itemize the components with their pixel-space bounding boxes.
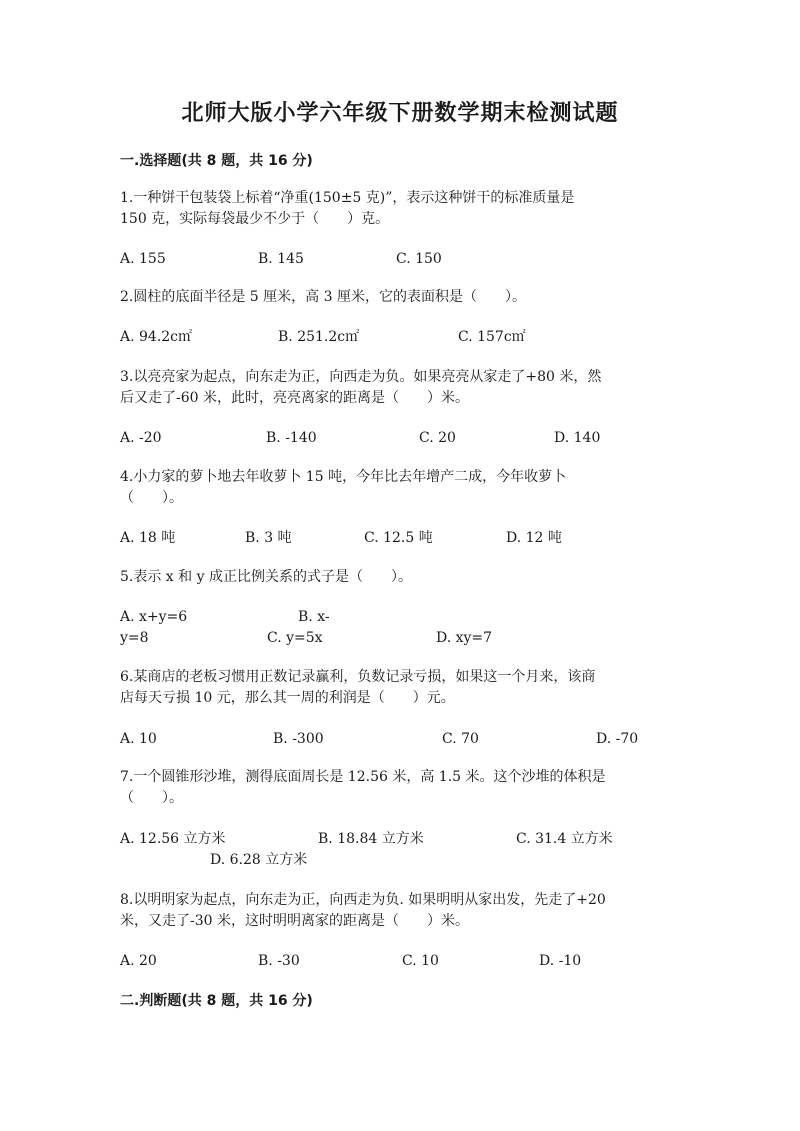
- option-a: A. 10: [120, 731, 157, 747]
- option-d: D. xy=7: [436, 630, 493, 646]
- option-d: D. 6.28 立方米: [210, 852, 308, 868]
- question-line: 8.以明明家为起点，向东走为正，向西走为负. 如果明明从家出发，先走了+20: [120, 892, 606, 908]
- question-1-stem: [120, 188, 680, 230]
- option-c: C. y=5x: [267, 630, 323, 646]
- section-heading-judgment: 二.判断题(共 8 题，共 16 分): [120, 993, 313, 1009]
- section-heading-choice: 一.选择题(共 8 题，共 16 分): [120, 153, 313, 169]
- question-line: 后又走了-60 米，此时，亮亮离家的距离是（ ）米。: [120, 390, 469, 406]
- question-line: 6.某商店的老板习惯用正数记录赢利，负数记录亏损，如果这一个月来，该商: [120, 669, 596, 685]
- option-d: D. 12 吨: [506, 530, 562, 546]
- question-5-stem: [120, 567, 680, 588]
- option-a: A. 94.2c㎡: [120, 329, 193, 345]
- option-a: A. x+y=6: [120, 609, 188, 625]
- question-3-stem: [120, 367, 680, 409]
- question-line: 4.小力家的萝卜地去年收萝卜 15 吨，今年比去年增产二成，今年收萝卜: [120, 469, 567, 485]
- page-title: 北师大版小学六年级下册数学期末检测试题: [181, 101, 619, 126]
- option-d: D. -10: [539, 953, 582, 969]
- option-a: A. 20: [120, 953, 157, 969]
- question-line: 2.圆柱的底面半径是 5 厘米，高 3 厘米，它的表面积是（ ）。: [120, 289, 526, 305]
- option-a: A. 12.56 立方米: [120, 831, 226, 847]
- option-c: C. 150: [396, 251, 442, 267]
- option-b-continuation: y=8: [120, 630, 149, 646]
- option-b: B. -300: [273, 731, 324, 747]
- question-6-stem: [120, 667, 680, 709]
- option-c: C. 20: [419, 430, 456, 446]
- option-d: D. 140: [554, 430, 601, 446]
- question-2-stem: [120, 287, 680, 308]
- option-b: B. 3 吨: [245, 530, 292, 546]
- option-a: A. 155: [120, 251, 166, 267]
- question-line: 店每天亏损 10 元，那么其一周的利润是（ ）元。: [120, 690, 455, 706]
- option-d: D. -70: [596, 731, 639, 747]
- option-b: B. 251.2c㎡: [278, 329, 360, 345]
- option-a: A. -20: [120, 430, 162, 446]
- option-c: C. 10: [402, 953, 439, 969]
- question-7-stem: [120, 767, 680, 809]
- question-line: 7.一个圆锥形沙堆，测得底面周长是 12.56 米，高 1.5 米。这个沙堆的体积是: [120, 769, 606, 785]
- option-c: C. 12.5 吨: [364, 530, 433, 546]
- question-line: 5.表示 x 和 y 成正比例关系的式子是（ ）。: [120, 569, 412, 585]
- question-4-stem: [120, 467, 680, 509]
- question-8-stem: [120, 890, 680, 932]
- option-c: C. 31.4 立方米: [516, 831, 613, 847]
- question-line: 3.以亮亮家为起点，向东走为正，向西走为负。如果亮亮从家走了+80 米，然: [120, 369, 602, 385]
- question-line: 米，又走了-30 米，这时明明离家的距离是（ ）米。: [120, 913, 469, 929]
- option-b: B. x-: [298, 609, 330, 625]
- option-c: C. 157c㎡: [458, 329, 526, 345]
- option-b: B. 145: [258, 251, 304, 267]
- option-c: C. 70: [442, 731, 479, 747]
- question-line: （ ）。: [120, 790, 183, 806]
- question-line: 1.一种饼干包装袋上标着“净重(150±5 克)”，表示这种饼干的标准质量是: [120, 190, 575, 206]
- option-b: B. 18.84 立方米: [318, 831, 424, 847]
- option-b: B. -140: [266, 430, 317, 446]
- option-b: B. -30: [258, 953, 300, 969]
- option-a: A. 18 吨: [120, 530, 176, 546]
- question-line: （ ）。: [120, 490, 183, 506]
- question-line: 150 克，实际每袋最少不少于（ ）克。: [120, 211, 390, 227]
